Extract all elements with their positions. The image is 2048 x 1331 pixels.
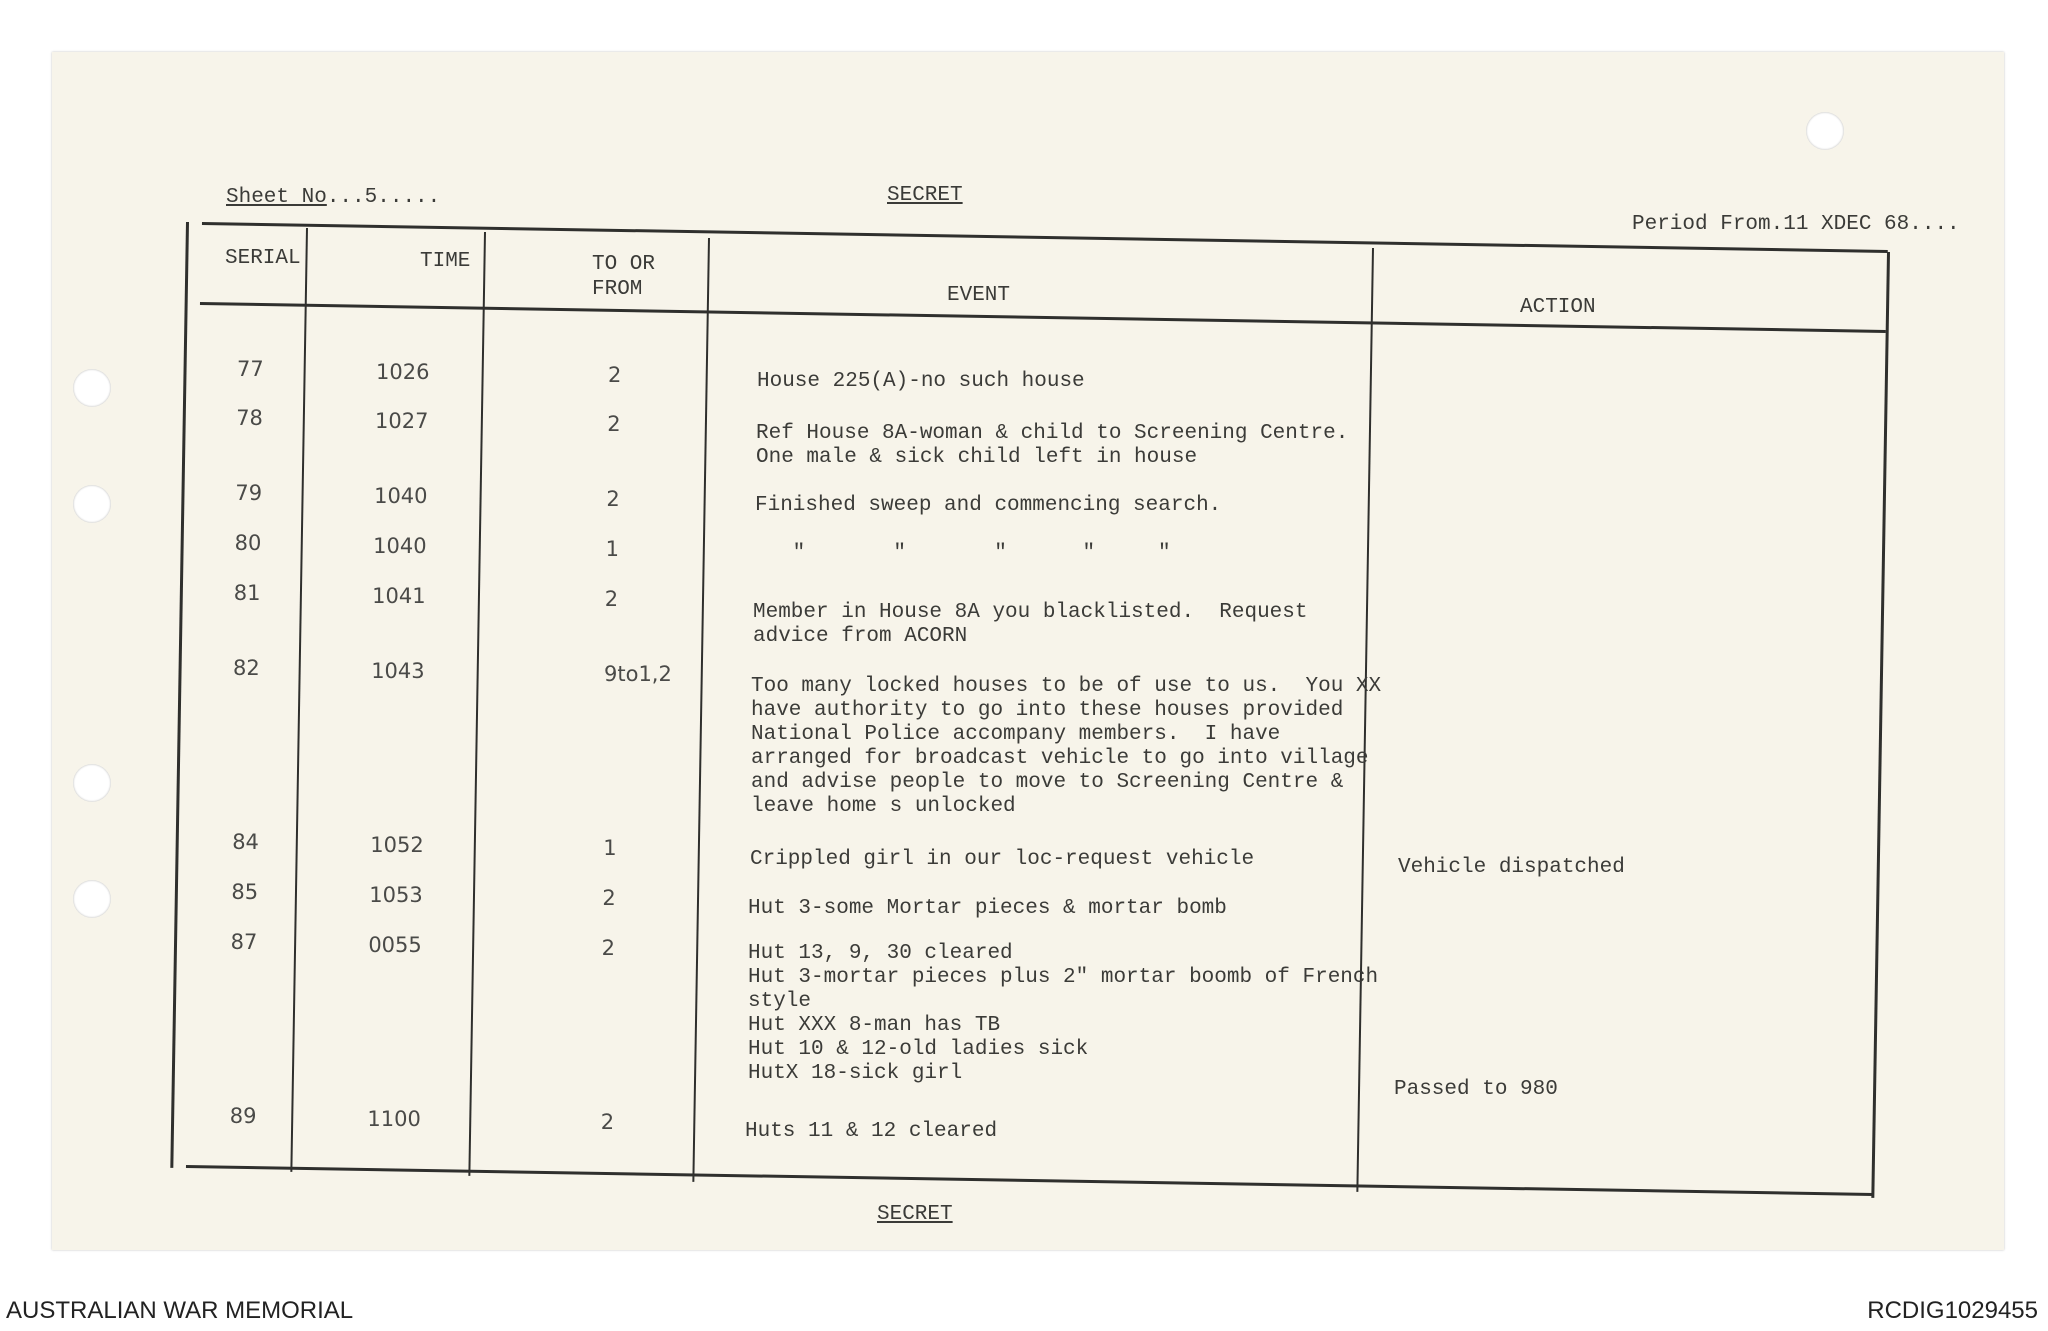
col-sep-time <box>468 232 486 1176</box>
row-to-from: 2 <box>604 587 619 611</box>
row-serial: 82 <box>233 656 260 680</box>
row-to-from: 2 <box>606 487 620 511</box>
row-time: 1053 <box>369 883 423 907</box>
row-to-from: 2 <box>602 886 616 910</box>
row-event <box>756 422 1348 470</box>
col-header-serial: SERIAL <box>225 247 301 270</box>
col-header-tofrom-1: TO OR <box>592 253 656 276</box>
event-line: arranged for broadcast vehicle to go into village <box>751 747 1369 770</box>
col-header-time: TIME <box>420 250 471 273</box>
row-serial: 85 <box>231 880 259 904</box>
event-line: Huts 11 & 12 cleared <box>745 1120 998 1143</box>
row-time: 1040 <box>374 484 428 508</box>
row-event <box>780 542 1171 566</box>
row-event <box>748 897 1227 921</box>
row-time: 1052 <box>370 833 424 857</box>
sheet-label: Sheet No <box>226 186 327 209</box>
event-line: advice from ACORN <box>753 625 968 648</box>
row-time: 1043 <box>371 659 425 683</box>
event-line: Hut 13, 9, 30 cleared <box>748 942 1013 965</box>
row-event <box>755 494 1221 518</box>
event-line: and advise people to move to Screening Centre & <box>751 771 1344 794</box>
col-header-tofrom-2: FROM <box>592 278 643 301</box>
header-underline <box>200 302 1886 333</box>
event-line: Finished sweep and commencing search. <box>755 494 1222 517</box>
event-line: HutX 18-sick girl <box>748 1062 963 1085</box>
row-serial: 81 <box>233 581 261 605</box>
event-line: House 225(A)-no such house <box>757 370 1085 393</box>
row-event <box>757 370 1085 394</box>
col-sep-serial <box>290 228 308 1172</box>
event-line: Crippled girl in our loc-request vehicle <box>750 848 1255 871</box>
row-time: 1027 <box>375 409 429 433</box>
classification-bottom: SECRET <box>877 1203 953 1226</box>
event-line: " " " " " <box>780 542 1171 565</box>
archive-caption-right: RCDIG1029455 <box>1867 1297 2038 1324</box>
row-event <box>750 848 1254 872</box>
classification-top: SECRET <box>887 184 963 207</box>
row-time: 0055 <box>368 933 422 957</box>
row-serial: 84 <box>232 830 259 854</box>
event-line: Ref House 8A-woman & child to Screening Centre. <box>756 422 1349 445</box>
event-line: leave home s unlocked <box>751 795 1016 818</box>
row-to-from: 2 <box>601 936 615 960</box>
sheet-number-value: ...5..... <box>326 186 441 209</box>
row-event <box>748 942 1378 1086</box>
row-to-from: 1 <box>605 537 619 561</box>
row-time: 1026 <box>376 360 430 384</box>
event-line: Hut 3-mortar pieces plus 2" mortar boomb of French <box>748 966 1379 989</box>
row-action: Vehicle dispatched <box>1398 856 1625 879</box>
row-time: 1100 <box>367 1107 421 1131</box>
event-line: Too many locked houses to be of use to us. You XX <box>751 675 1382 698</box>
row-to-from: 1 <box>603 836 617 860</box>
col-sep-tofrom <box>692 238 710 1182</box>
event-line: style <box>748 990 812 1013</box>
event-line: National Police accompany members. I have <box>751 723 1281 746</box>
event-line: Hut XXX 8-man has TB <box>748 1014 1001 1037</box>
row-event <box>745 1120 997 1144</box>
event-line: Hut 3-some Mortar pieces & mortar bomb <box>748 897 1227 920</box>
event-line: One male & sick child left in house <box>756 446 1198 469</box>
archive-caption-left: AUSTRALIAN WAR MEMORIAL <box>6 1297 354 1324</box>
table-border-right <box>1871 252 1890 1198</box>
row-time: 1040 <box>373 534 427 558</box>
row-event <box>751 675 1381 819</box>
row-to-from: 2 <box>608 363 622 387</box>
event-line: have authority to go into these houses provided <box>751 699 1344 722</box>
row-serial: 79 <box>235 481 263 505</box>
col-header-action: ACTION <box>1520 296 1596 319</box>
event-line: Member in House 8A you blacklisted. Request <box>753 601 1308 624</box>
row-to-from: 2 <box>607 412 621 436</box>
row-serial: 80 <box>234 531 262 555</box>
table-border-bottom <box>186 1165 1873 1196</box>
row-serial: 87 <box>230 930 258 954</box>
row-time: 1041 <box>372 584 426 608</box>
col-header-event: EVENT <box>947 284 1011 307</box>
row-event <box>753 601 1308 649</box>
row-serial: 77 <box>237 357 264 381</box>
period-value: 11 XDEC 68.... <box>1783 213 1960 236</box>
event-line: Hut 10 & 12-old ladies sick <box>748 1038 1089 1061</box>
row-to-from: 2 <box>600 1110 615 1134</box>
row-action: Passed to 980 <box>1394 1078 1558 1101</box>
row-serial: 78 <box>236 406 263 430</box>
row-to-from: 9to1,2 <box>604 662 672 686</box>
row-serial: 89 <box>229 1104 257 1128</box>
table-border-left <box>170 222 189 1168</box>
period-label: Period From. <box>1632 213 1784 236</box>
table-border-top <box>202 222 1888 253</box>
